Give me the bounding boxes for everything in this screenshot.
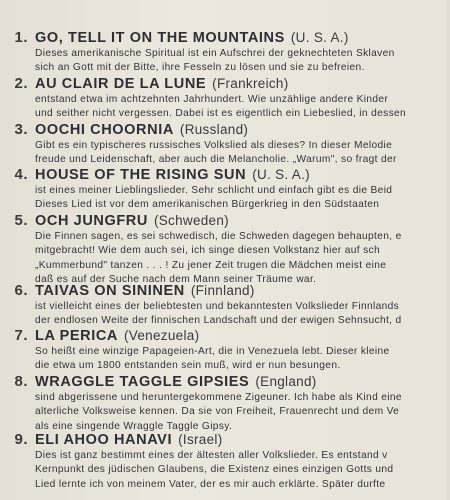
description-line: Dies ist ganz bestimmt eines der ältesten aller Volkslieder. Es entstand v (35, 450, 388, 461)
track-country: (Russland) (179, 122, 249, 137)
description-line: So heißt eine winzige Papageien-Art, die in Venezuela lebt. Dieser kleine (35, 346, 390, 357)
description-line: Kernpunkt des jüdischen Glaubens, die Existenz eines einzigen Gotts und (35, 464, 394, 476)
track-title: AU CLAIR DE LA LUNE (35, 76, 207, 92)
description-line: „Kummerbund" tanzen . . . ! Zu jener Zeit trugen die Mädchen meist eine (35, 259, 387, 271)
track-description (35, 139, 397, 167)
description-line: sind abgerissene und heruntergekommene Zigeuner. Ich habe als Kind eine (35, 392, 402, 403)
track-heading (35, 373, 317, 391)
track-4 (0, 166, 450, 212)
track-1 (0, 29, 450, 75)
description-line: die etwa um 1800 entstanden sein muß, wird er nun besungen. (35, 360, 341, 372)
track-title: WRAGGLE TAGGLE GIPSIES (35, 374, 250, 390)
description-line: Lied lernte ich von meinem Vater, der es mir auch erklärte. Später durfte (35, 478, 386, 490)
track-heading (35, 212, 229, 230)
track-country: (Schweden) (153, 213, 229, 228)
track-description (35, 230, 402, 288)
track-country: (Israel) (178, 432, 223, 447)
track-number: 5. (14, 212, 28, 229)
description-line: alterliche Volksweise kennen. Da sie von Freiheit, Frauenrecht und dem Ve (35, 406, 400, 418)
description-line: als eine singende Wraggle Taggle Gipsy. (35, 420, 233, 432)
track-country: (Venezuela) (124, 328, 200, 343)
track-description (35, 184, 392, 212)
track-description (35, 391, 402, 433)
track-heading (35, 282, 255, 300)
track-number: 9. (14, 431, 28, 448)
track-heading (35, 166, 310, 184)
track-description (35, 47, 395, 75)
description-line: Gibt es ein typischeres russisches Volkslied als dieses? In dieser Melodie (35, 140, 393, 151)
track-description (35, 93, 406, 119)
track-country: (Frankreich) (212, 76, 289, 91)
track-9 (0, 431, 450, 500)
track-heading (35, 75, 289, 93)
track-country: (U. S. A.) (252, 167, 310, 182)
track-title: LA PERICA (35, 328, 119, 344)
track-title: HOUSE OF THE RISING SUN (35, 167, 247, 183)
track-5 (0, 212, 450, 288)
description-line: mitgebracht! Wie dem auch sei, ich singe diesen Volkstanz hier auf sch (35, 245, 381, 257)
track-heading (35, 327, 199, 345)
track-country: (U. S. A.) (290, 30, 349, 45)
track-heading (35, 29, 349, 47)
track-number: 3. (14, 121, 28, 138)
track-6 (0, 282, 450, 328)
track-title: ELI AHOO HANAVI (35, 432, 173, 448)
description-line: der endlosen Weite der finnischen Landschaft und der ewigen Sehnsucht, d (35, 315, 402, 327)
track-country: (England) (255, 374, 317, 389)
track-description (35, 300, 402, 328)
track-description (35, 449, 393, 492)
description-line: Dieses Lied ist vor dem amerikanischen Bürgerkrieg in den Südstaaten (35, 199, 380, 211)
track-heading (35, 121, 248, 139)
track-number: 6. (14, 282, 28, 299)
description-line: entstand etwa im achtzehnten Jahrhundert. Wie unzählige andere Kinder (35, 94, 389, 105)
track-number: 2. (14, 75, 28, 92)
description-line: und seither nicht vergessen. Dabei ist es eigentlich ein Liebeslied, in dessen (35, 108, 407, 119)
description-line: ist vielleicht eines der beliebtesten und bekanntesten Volkslieder Finnlands (35, 301, 400, 312)
track-7 (0, 327, 450, 373)
track-heading (35, 431, 223, 449)
track-number: 8. (14, 373, 28, 390)
track-description (35, 345, 390, 373)
page-edge-shadow (444, 0, 450, 500)
track-8 (0, 373, 450, 433)
track-title: TAIVAS ON SININEN (35, 283, 185, 299)
track-title: OCH JUNGFRU (35, 213, 148, 229)
track-number: 7. (14, 327, 28, 344)
description-line: Die Finnen sagen, es sei schwedisch, die Schweden dagegen behaupten, e (35, 231, 402, 242)
description-line: freude und Leidenschaft, aber auch die Melancholie. „Warum", so fragt der (35, 154, 397, 166)
description-line: ist eines meiner Lieblingslieder. Sehr schlicht und einfach gibt es die Beid (35, 185, 393, 196)
track-title: GO, TELL IT ON THE MOUNTAINS (35, 30, 285, 46)
track-2 (0, 75, 450, 119)
track-title: OOCHI CHOORNIA (35, 122, 174, 138)
track-number: 4. (14, 166, 28, 183)
description-line: Dieses amerikanische Spiritual ist ein Aufschrei der geknechteten Sklaven (35, 48, 395, 59)
track-number: 1. (14, 29, 28, 46)
description-line: sich an Gott mit der Bitte, ihre Fesseln zu lösen und sie zu befreien. (35, 62, 365, 74)
description-line: daß es auf der Suche nach dem Mann seiner Träume war. (35, 274, 317, 286)
track-3 (0, 121, 450, 167)
track-country: (Finnland) (190, 283, 255, 298)
